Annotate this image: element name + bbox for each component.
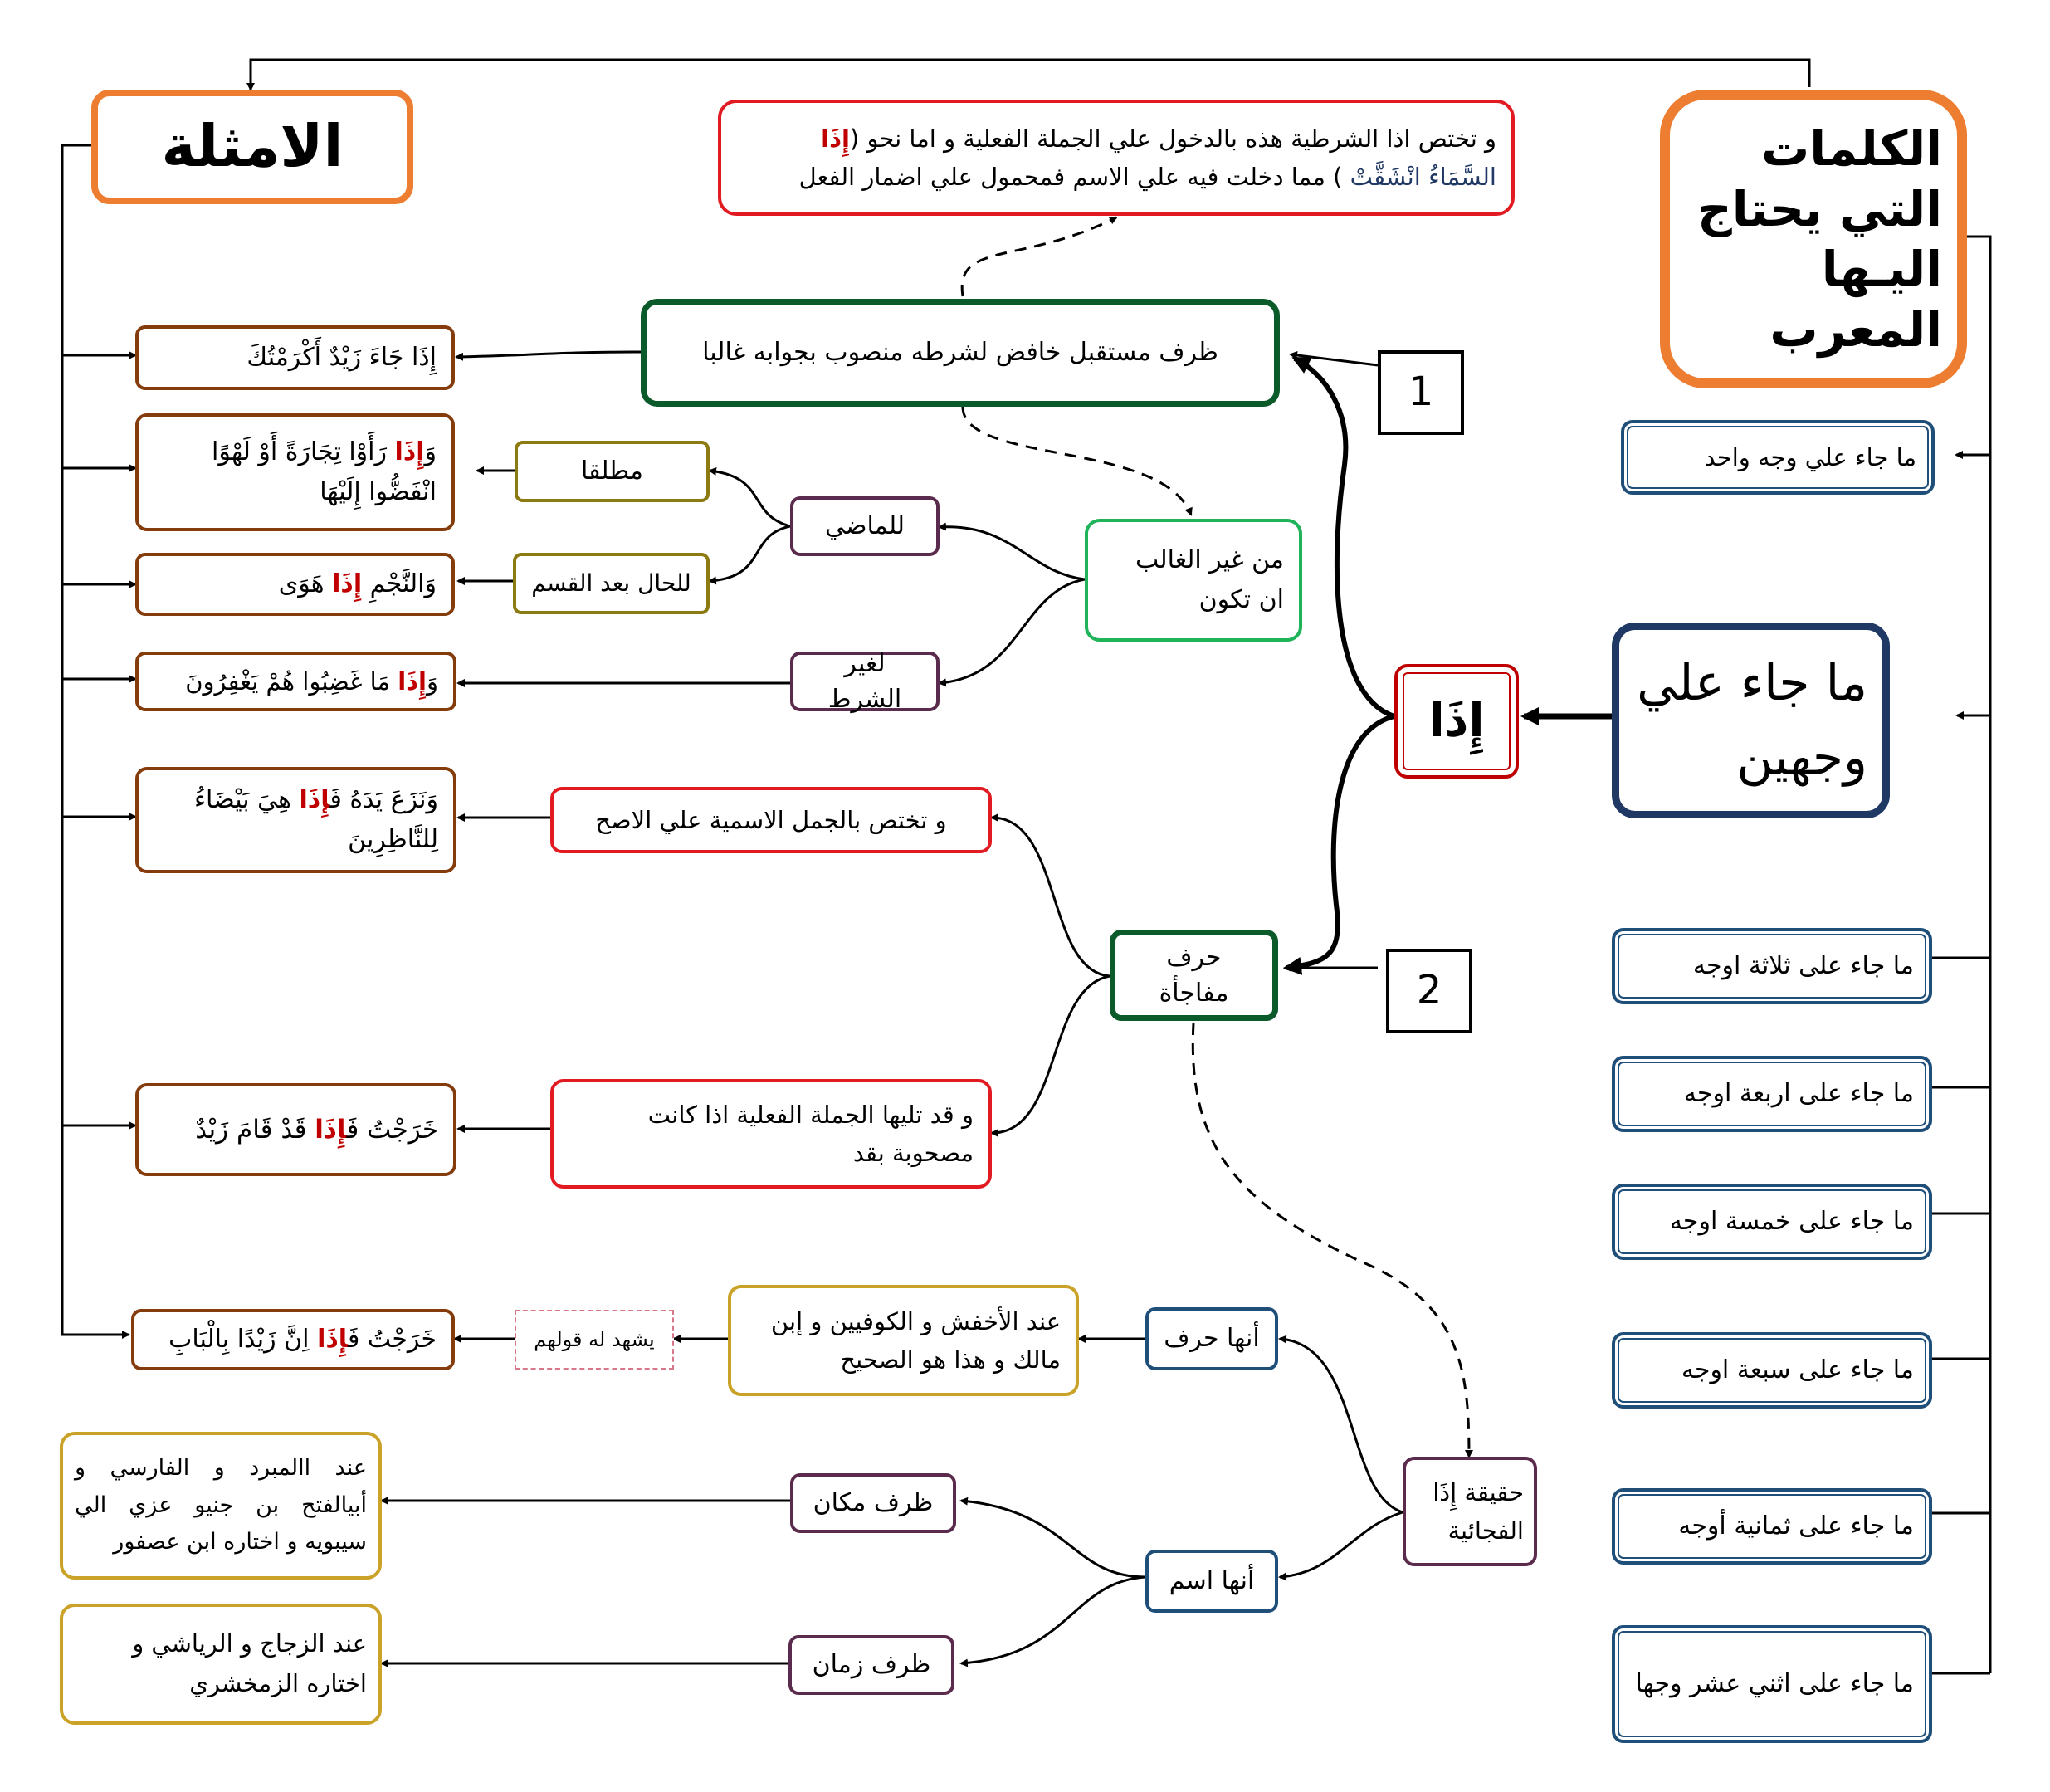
example-2-box: وَإِذَا رَأَوْا تِجَارَةً أَوْ لَهْوًا انْفَضُّوا إِلَيْهَا (135, 413, 455, 531)
example-6-box: خَرَجْتُ فَإِذَا قَدْ قَامَ زَيْدٌ (135, 1083, 456, 1176)
nominal-clauses-box: و تختص بالجمل الاسمية علي الاصح (550, 787, 992, 853)
idha-text: إِذَا (1428, 694, 1485, 749)
example-1-box: إِذَا جَاءَ زَيْدٌ أَكْرَمْتُكَ (135, 325, 455, 390)
number-one-box (1378, 350, 1464, 435)
right-item-eight-faces: ما جاء على ثمانية أوجه (1612, 1488, 1932, 1565)
absolute-box: مطلقا (515, 441, 710, 502)
present-after-oath-box: للحال بعد القسم (513, 553, 710, 614)
time-adverb-box: ظرف زمان (788, 1635, 954, 1695)
place-adverb-box: ظرف مكان (790, 1473, 956, 1533)
is-noun-box: أنها اسم (1145, 1550, 1278, 1613)
face1-definition-box: ظرف مستقبل خافض لشرطه منصوب بجوابه غالبا (641, 299, 1280, 407)
non-condition-box: لغير الشرط (790, 652, 940, 711)
top-note-line1: و تختص اذا الشرطية هذه بالدخول علي الجملة الفعلية و اما نحو (إِذَا (821, 124, 1496, 153)
example-5-box: وَنَزَعَ يَدَهُ فَإِذَا هِيَ بَيْضَاءُ لِلنَّاظِرِينَ (135, 767, 456, 873)
right-item-twelve-faces: ما جاء على اثني عشر وجها (1612, 1625, 1932, 1743)
title-to-examples-connector (251, 60, 1809, 90)
two-faces-box (1612, 623, 1890, 818)
right-bracket-line (1955, 237, 1990, 1673)
number-two-text: 2 (1416, 967, 1442, 1014)
right-item-seven-faces: ما جاء على سبعة اوجه (1612, 1332, 1932, 1409)
past-box: للماضي (790, 496, 940, 556)
place-scholars-box: عند االمبرد و الفارسي و أبيالفتح بن جنيو عزي الي سيبويه و اختاره ابن عصفور (60, 1432, 382, 1580)
particle-scholars-box: عند الأخفش و الكوفيين و إبن مالك و هذا هو الصحيح (728, 1285, 1079, 1396)
title-box (1660, 90, 1967, 388)
idha-box (1394, 664, 1519, 779)
examples-header-text: الامثلة (161, 112, 344, 181)
number-two-box (1386, 949, 1472, 1033)
verbal-clause-box: و قد تليها الجملة الفعلية اذا كانت مصحوبة بقد (550, 1079, 992, 1189)
examples-header-box (91, 90, 413, 204)
example-7-box: خَرَجْتُ فَإِذَا اِنَّ زَيْدًا بِالْبَابِ (131, 1309, 455, 1370)
top-note-line2: السَّمَاءُ انْشَقَّتْ ) مما دخلت فيه علي الاسم فمحمول علي اضمار الفعل (798, 163, 1496, 191)
two-faces-text: ما جاء علي وجهين (1637, 654, 1867, 787)
reality-box: حقيقة إِذَا الفجائية (1403, 1457, 1537, 1566)
right-item-three-faces: ما جاء على ثلاثة اوجه (1612, 928, 1932, 1004)
title-text: الكلمات التي يحتاج اليـها المعرب (1696, 120, 1942, 358)
left-bracket-line (62, 145, 129, 1335)
example-4-box: وَإِذَا مَا غَضِبُوا هُمْ يَغْفِرُونَ (135, 652, 456, 711)
right-item-four-faces: ما جاء على اربعة اوجه (1612, 1056, 1932, 1132)
right-item-one-face: ما جاء علي وجه واحد (1621, 420, 1935, 495)
right-item-five-faces: ما جاء على خمسة اوجه (1612, 1184, 1932, 1260)
witness-box: يشهد له قولهم (515, 1310, 674, 1370)
number-one-text: 1 (1408, 369, 1434, 416)
surprise-particle-box: حرف مفاجأة (1110, 930, 1278, 1021)
not-usual-box: من غير الغالب ان تكون (1085, 519, 1302, 642)
example-3-box: وَالنَّجْمِ إِذَا هَوَى (135, 553, 455, 616)
is-particle-box: أنها حرف (1145, 1307, 1278, 1370)
time-scholars-box: عند الزجاج و الرياشي و اختاره الزمخشري (60, 1604, 382, 1725)
top-note-box (718, 100, 1515, 216)
